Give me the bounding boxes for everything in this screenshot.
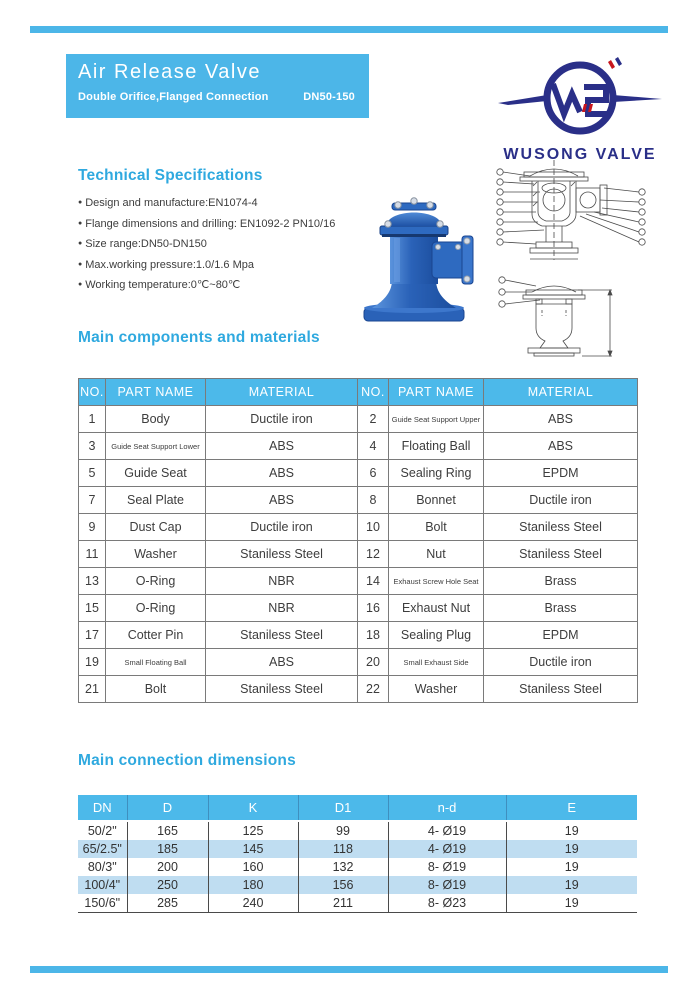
part-no: 21 [79,676,106,703]
part-material: Ductile iron [484,487,638,514]
part-no: 2 [358,406,389,433]
part-no: 12 [358,541,389,568]
spec-item: ● Max.working pressure:1.0/1.6 Mpa [78,255,335,276]
brand-logo [496,54,664,164]
valve-product-photo [334,184,502,328]
col-part-name: PART NAME [389,379,484,406]
part-name: Dust Cap [106,514,206,541]
dim-d: 250 [127,876,208,894]
part-no: 22 [358,676,389,703]
dim-d: 165 [127,821,208,840]
part-material: Ductile iron [206,514,358,541]
part-no: 9 [79,514,106,541]
part-name: Cotter Pin [106,622,206,649]
col-d: D [127,795,208,821]
part-name: Guide Seat [106,460,206,487]
table-row [79,649,638,676]
dim-e: 19 [564,860,579,874]
part-name: Guide Seat Support Lower [106,433,206,460]
spec-item: ● Design and manufacture:EN1074-4 [78,193,335,214]
tech-specs-list [78,193,335,296]
dim-d1: 211 [298,894,388,913]
product-subtitle: Double Orifice,Flanged Connection [78,91,269,103]
part-no: 7 [79,487,106,514]
part-name: Floating Ball [389,433,484,460]
part-material: Ductile iron [206,406,358,433]
part-material: ABS [206,487,358,514]
table-row [78,840,637,858]
product-header [66,54,369,118]
valve-technical-drawing [490,158,654,366]
dim-e: 19 [564,896,579,910]
part-no: 6 [358,460,389,487]
part-no: 14 [358,568,389,595]
top-rule [30,26,668,33]
components-title: Main components and materials [78,329,320,346]
part-no: 17 [79,622,106,649]
product-title: Air Release Valve [78,61,261,83]
dimensions-title: Main connection dimensions [78,752,296,769]
part-material: Ductile iron [484,649,638,676]
table-row [79,676,638,703]
col-material: MATERIAL [484,379,638,406]
part-material: ABS [206,460,358,487]
dim-d: 185 [127,840,208,858]
dim-e: 19 [506,876,637,894]
part-no: 20 [358,649,389,676]
col-no: NO. [358,379,389,406]
col-nd: n-d [388,795,506,821]
dim-d1: 118 [298,840,388,858]
part-name: Nut [389,541,484,568]
part-name: Bolt [106,676,206,703]
dim-dn: 150/6" [78,894,127,913]
spec-item: ● Size range:DN50-DN150 [78,234,335,255]
dimensions-header-row [78,795,637,821]
part-name: Body [106,406,206,433]
spec-item: ● Working temperature:0℃~80℃ [78,275,335,296]
col-no: NO. [79,379,106,406]
table-row [79,406,638,433]
part-material: EPDM [484,622,638,649]
part-material: Staniless Steel [484,541,638,568]
table-row [79,433,638,460]
product-subtitle-row [78,91,359,103]
dim-d1: 99 [298,821,388,840]
col-part-name: PART NAME [106,379,206,406]
spec-item: ● Flange dimensions and drilling: EN1092-2 PN10/16 [78,214,335,235]
dim-nd: 4- Ø19 [388,821,506,840]
part-material: ABS [484,406,638,433]
part-name: Exhaust Screw Hole Seat [389,568,484,595]
dim-dn: 65/2.5" [78,840,127,858]
dim-dn: 80/3" [78,858,127,876]
table-row [79,487,638,514]
dim-d: 285 [127,894,208,913]
part-name: Seal Plate [106,487,206,514]
part-name: Bonnet [389,487,484,514]
part-material: NBR [206,595,358,622]
table-row [79,568,638,595]
part-material: Staniless Steel [206,541,358,568]
table-row [78,894,637,913]
part-no: 18 [358,622,389,649]
dim-nd: 8- Ø19 [388,858,506,876]
part-material: Staniless Steel [484,514,638,541]
dim-dn: 100/4" [78,876,127,894]
table-row [78,876,637,894]
table-row [79,595,638,622]
part-material: Staniless Steel [206,676,358,703]
dim-e: 19 [506,840,637,858]
dim-k: 125 [208,821,298,840]
part-no: 8 [358,487,389,514]
dim-nd: 8- Ø23 [388,894,506,913]
dim-d1: 132 [298,858,388,876]
part-name: Bolt [389,514,484,541]
dim-d: 200 [127,858,208,876]
tech-specs-title: Technical Specifications [78,167,263,184]
part-name: Washer [389,676,484,703]
part-name: O-Ring [106,595,206,622]
dim-nd: 4- Ø19 [388,840,506,858]
part-name: Guide Seat Support Upper [389,406,484,433]
dim-k: 160 [208,858,298,876]
part-no: 4 [358,433,389,460]
table-row [79,460,638,487]
part-material: NBR [206,568,358,595]
part-material: Brass [484,595,638,622]
part-material: ABS [484,433,638,460]
col-material: MATERIAL [206,379,358,406]
part-name: O-Ring [106,568,206,595]
table-row [78,858,637,876]
part-name: Sealing Plug [389,622,484,649]
part-material: Brass [484,568,638,595]
wusong-logo-icon [498,54,662,140]
part-no: 5 [79,460,106,487]
col-e: E [506,795,637,821]
part-no: 1 [79,406,106,433]
part-name: Small Floating Ball [106,649,206,676]
table-row [79,622,638,649]
part-material: Staniless Steel [484,676,638,703]
table-row [79,541,638,568]
product-size-range: DN50-150 [303,91,355,103]
part-name: Exhaust Nut [389,595,484,622]
part-name: Washer [106,541,206,568]
dim-nd: 8- Ø19 [388,876,506,894]
dim-k: 180 [208,876,298,894]
part-name: Small Exhaust Side [389,649,484,676]
part-name: Sealing Ring [389,460,484,487]
part-no: 16 [358,595,389,622]
part-material: ABS [206,433,358,460]
table-row [78,821,637,840]
part-material: EPDM [484,460,638,487]
part-material: ABS [206,649,358,676]
components-header-row [79,379,638,406]
dimensions-table [78,795,637,913]
col-dn: DN [78,795,127,821]
dim-k: 240 [208,894,298,913]
part-no: 11 [79,541,106,568]
part-no: 19 [79,649,106,676]
part-material: Staniless Steel [206,622,358,649]
col-d1: D1 [298,795,388,821]
brand-name: WUSONG VALVE [503,146,657,163]
part-no: 10 [358,514,389,541]
part-no: 3 [79,433,106,460]
components-table [78,378,638,703]
dim-k: 145 [208,840,298,858]
part-no: 13 [79,568,106,595]
col-k: K [208,795,298,821]
part-no: 15 [79,595,106,622]
table-row [79,514,638,541]
dim-dn: 50/2" [78,821,127,840]
dim-d1: 156 [298,876,388,894]
bottom-rule [30,966,668,973]
dim-e: 19 [564,824,579,838]
